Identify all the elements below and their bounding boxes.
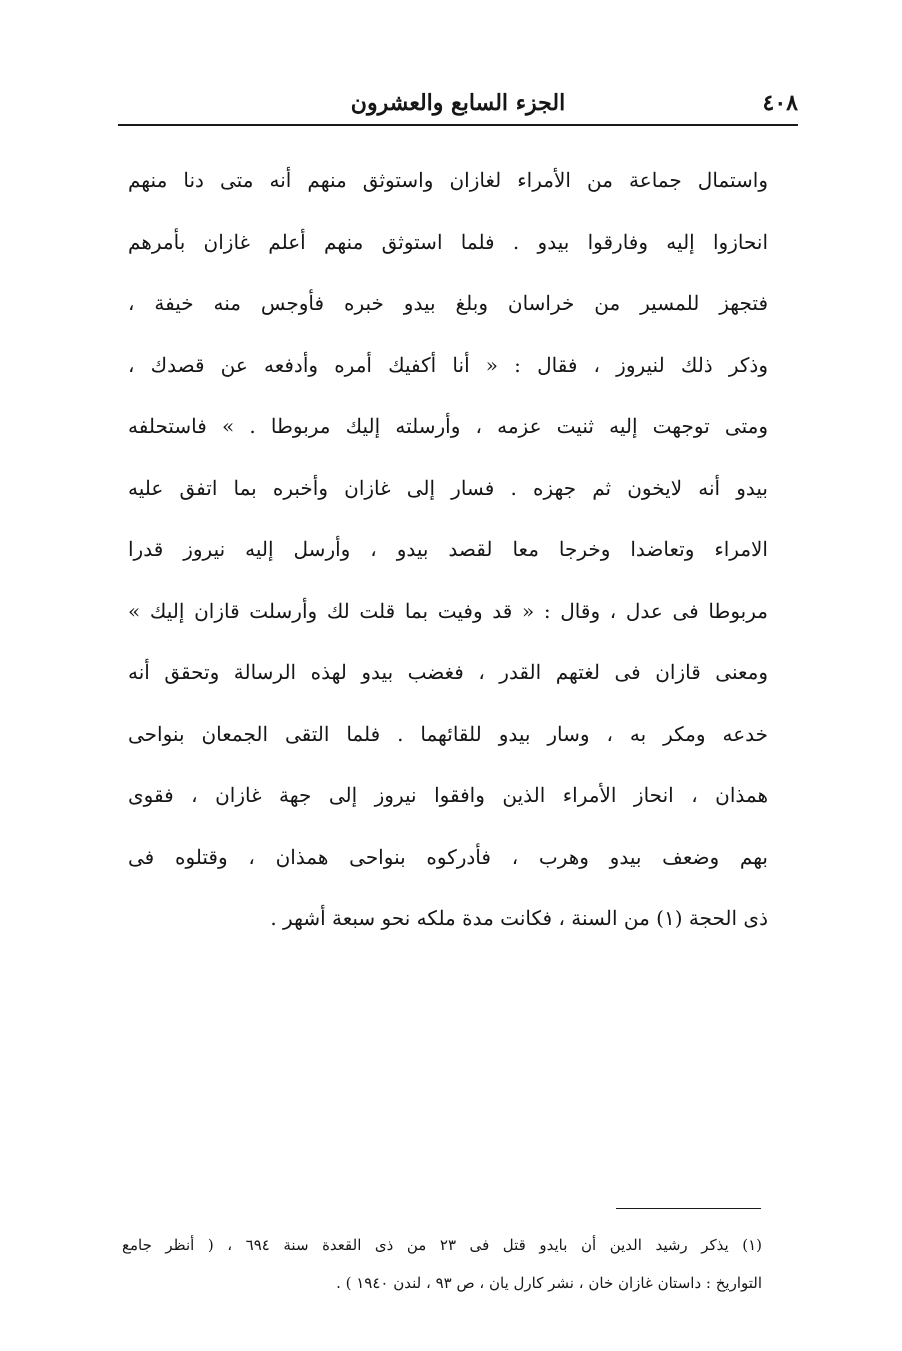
main-text	[128, 150, 768, 950]
footnote-line: (١) يذكر رشيد الدين أن بايدو قتل فى ٢٣ من ذى القعدة سنة ٦٩٤ ، ( أنظر جامع	[122, 1236, 762, 1254]
running-title: الجزء السابع والعشرون	[350, 90, 566, 116]
text-line: ومعنى قازان فى لغتهم القدر ، فغضب بيدو لهذه الرسالة وتحقق أنه	[128, 660, 768, 684]
text-line: خدعه ومكر به ، وسار بيدو للقائهما . فلما التقى الجمعان بنواحى	[128, 721, 768, 746]
footnote-divider	[616, 1208, 761, 1209]
running-header	[118, 84, 798, 126]
footnotes	[122, 1226, 762, 1302]
text-line: وذكر ذلك لنيروز ، فقال : « أنا أكفيك أمره وأدفعه عن قصدك ،	[128, 352, 768, 377]
text-line: بيدو أنه لايخون ثم جهزه . فسار إلى غازان وأخبره بما اتفق عليه	[128, 475, 768, 500]
text-line: انحازوا إليه وفارقوا بيدو . فلما استوثق منهم أعلم غازان بأمرهم	[128, 229, 768, 254]
text-line: همذان ، انحاز الأمراء الذين وافقوا نيروز إلى جهة غازان ، فقوى	[128, 783, 768, 807]
text-line: ذى الحجة (١) من السنة ، فكانت مدة ملكه نحو سبعة أشهر .	[270, 906, 768, 930]
text-line: ومتى توجهت إليه ثنيت عزمه ، وأرسلته إليك مربوطا . » فاستحلفه	[128, 414, 768, 438]
text-line: بهم وضعف بيدو وهرب ، فأدركوه بنواحى همذان ، وقتلوه فى	[128, 844, 768, 869]
text-line: الامراء وتعاضدا وخرجا معا لقصد بيدو ، وأرسل إليه نيروز قدرا	[128, 537, 768, 561]
text-line: مربوطا فى عدل ، وقال : « قد وفيت بما قلت لك وأرسلت قازان إليك »	[128, 598, 768, 623]
page-number: ٤٠٨	[762, 90, 798, 116]
text-line: واستمال جماعة من الأمراء لغازان واستوثق منهم أنه متى دنا منهم	[128, 168, 768, 192]
footnote-line: التواريخ : داستان غازان خان ، نشر كارل يان ، ص ٩٣ ، لندن ١٩٤٠ ) .	[336, 1274, 762, 1292]
text-line: فتجهز للمسير من خراسان وبلغ بيدو خبره فأوجس منه خيفة ،	[128, 291, 768, 315]
